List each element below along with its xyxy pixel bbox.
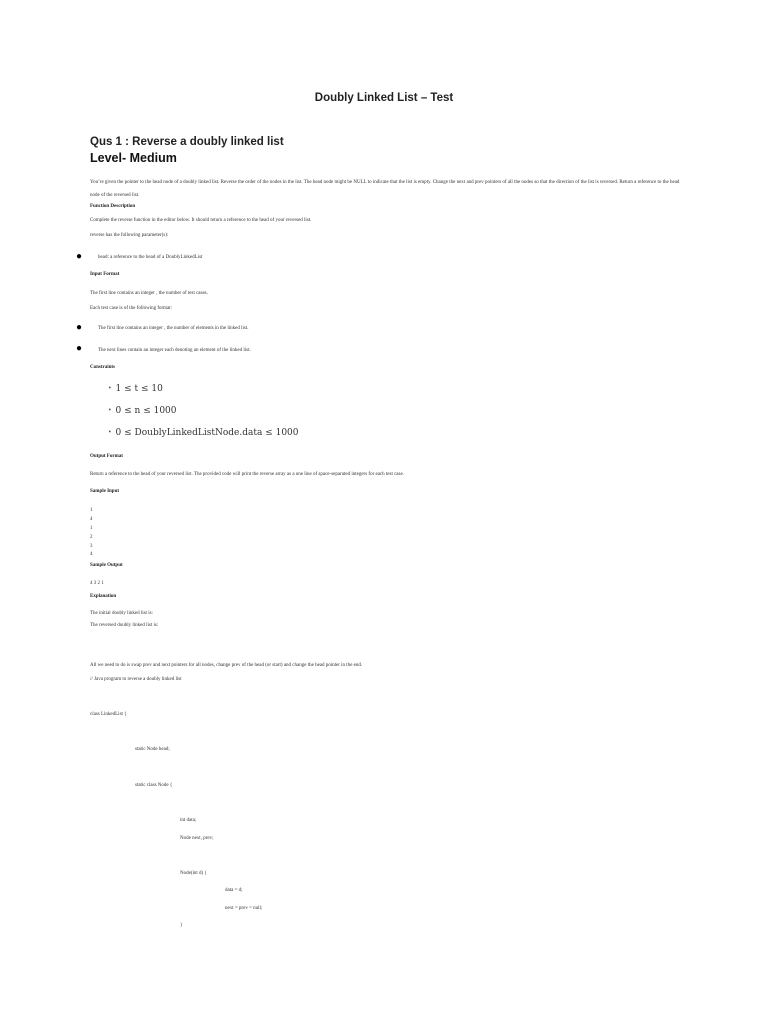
sample-input-line: 1 [90, 508, 93, 513]
output-format-heading: Output Format [90, 454, 123, 459]
bullet-icon: ● [76, 251, 83, 262]
code-line: next = prev = null; [225, 906, 263, 911]
code-line: int data; [180, 818, 197, 823]
code-line: Node(int d) { [180, 871, 207, 876]
code-line: static Node head; [135, 747, 170, 752]
bullet-icon: ● [76, 322, 83, 333]
sample-input-line: 1 [90, 526, 93, 531]
explanation-line: The initial doubly linked list is: [90, 611, 153, 616]
code-comment: // Java program to reverse a doubly linked list [90, 677, 182, 682]
function-description-heading: Function Description [90, 204, 136, 209]
parameters-line: reverse has the following parameter(s): [90, 233, 169, 238]
constraints-heading: Constraints [90, 365, 116, 370]
code-line: Node next, prev; [180, 836, 214, 841]
sample-input-heading: Sample Input [90, 489, 120, 494]
difficulty-level: Level- Medium [90, 151, 177, 165]
parameter-head: head: a reference to the head of a DoublyLinkedList [98, 255, 203, 260]
constraint-item: • 0 ≤ n ≤ 1000 [108, 406, 177, 416]
code-line: } [180, 923, 183, 928]
sample-input-line: 2 [90, 535, 93, 540]
approach-text: All we need to do is swap prev and next pointers for all nodes, change prev of the head (or start) and change the head pointer in the end. [90, 663, 363, 668]
sample-input-line: 4 [90, 517, 93, 522]
constraint-item: • 1 ≤ t ≤ 10 [108, 384, 163, 394]
code-line: data = d; [225, 888, 243, 893]
input-format-bullet: The first line contains an integer , the number of elements in the linked list. [98, 326, 249, 331]
explanation-heading: Explanation [90, 594, 117, 599]
problem-intro: You’re given the pointer to the head node of a doubly linked list. Reverse the order of the nodes in the list. The head node might be NULL to indicate that the list is empty. Change the next and prev pointers of all the nodes so that the direction of the list is reversed. Return a reference to the head node of the reversed list. [90, 180, 680, 198]
input-format-line: The first line contains an integer , the number of test cases. [90, 291, 208, 296]
code-line: static class Node { [135, 783, 173, 788]
input-format-line: Each test case is of the following format: [90, 306, 173, 311]
function-description-line: Complete the reverse function in the editor below. It should return a reference to the head of your reversed list. [90, 218, 312, 223]
sample-input-line: 4 [90, 552, 93, 557]
question-heading: Qus 1 : Reverse a doubly linked list [90, 136, 284, 148]
output-format-text: Return a reference to the head of your reversed list. The provided code will print the reverse array as a one line of space-separated integers for each test case. [90, 472, 404, 477]
input-format-heading: Input Format [90, 272, 120, 277]
sample-input-line: 3 [90, 544, 93, 549]
constraint-item: • 0 ≤ DoublyLinkedListNode.data ≤ 1000 [108, 428, 299, 438]
document-title: Doubly Linked List – Test [314, 92, 454, 104]
code-line: class LinkedList { [90, 712, 127, 717]
sample-output-heading: Sample Output [90, 563, 123, 568]
sample-output-text: 4 3 2 1 [90, 581, 104, 586]
bullet-icon: ● [76, 343, 83, 354]
input-format-bullet: The next lines contain an integer each denoting an element of the linked list. [98, 348, 251, 353]
explanation-line: The reversed doubly linked list is: [90, 623, 159, 628]
